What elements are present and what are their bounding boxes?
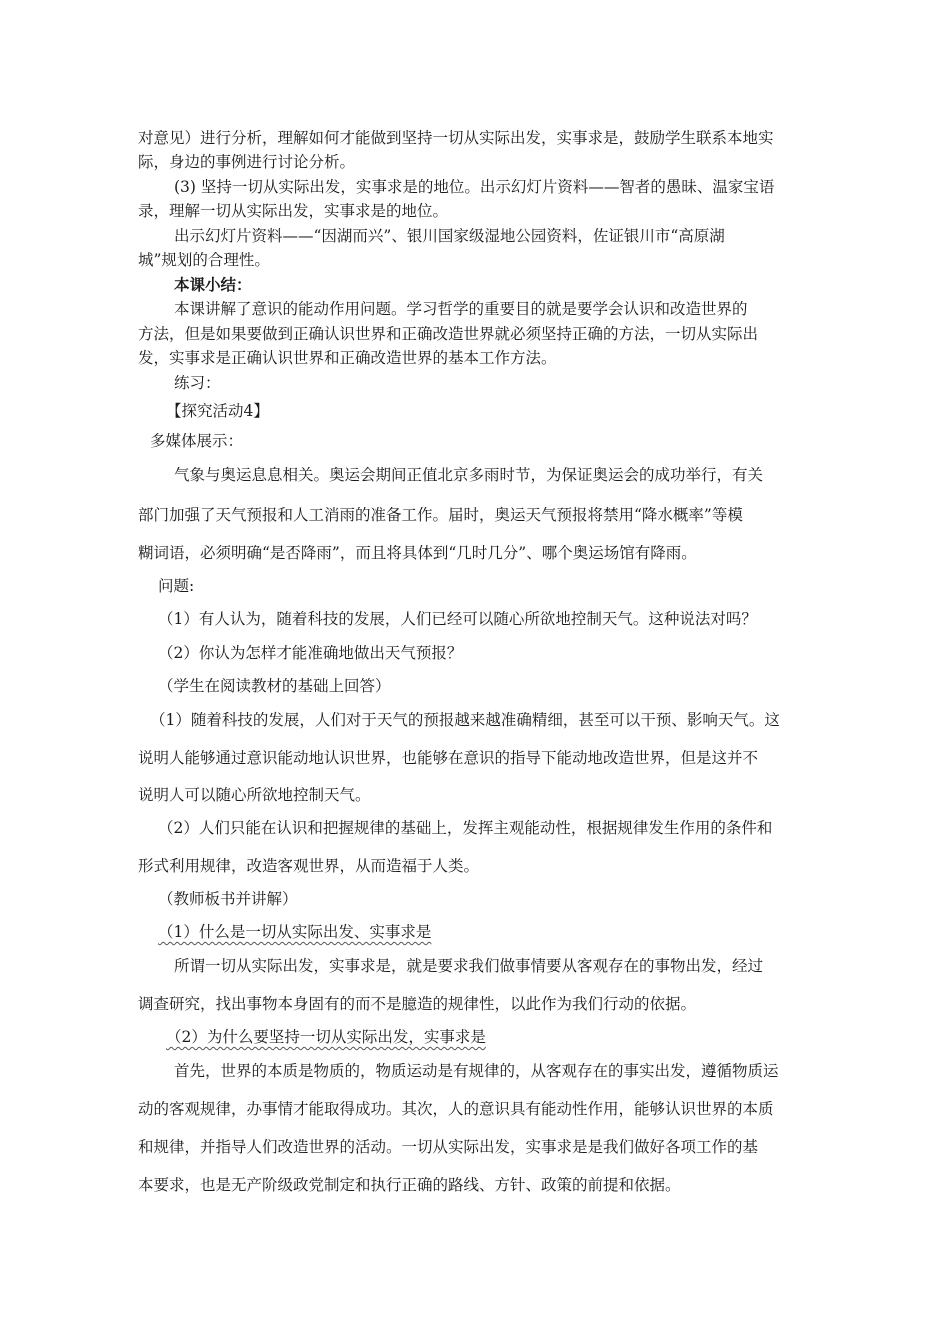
text-line: 际，身边的事例进行讨论分析。 <box>138 153 356 171</box>
text-line: （教师板书并讲解） <box>158 890 298 908</box>
text-line: 出示幻灯片资料——“因湖而兴”、银川国家级湿地公园资料，佐证银川市“高原湖 <box>174 227 725 245</box>
text-line: 录，理解一切从实际出发，实事求是的地位。 <box>138 202 449 220</box>
subheading-underlined: （2）为什么要坚持一切从实际出发，实事求是 <box>166 1028 486 1046</box>
text-line: 动的客观规律，办事情才能取得成功。其次，人的意识具有能动性作用，能够认识世界的本质 <box>138 1100 774 1118</box>
text-line: （2）你认为怎样才能准确地做出天气预报？ <box>158 644 463 662</box>
text-line: （2）人们只能在认识和把握规律的基础上，发挥主观能动性，根据规律发生作用的条件和 <box>158 819 773 837</box>
text-line: 说明人可以随心所欲地控制天气。 <box>138 786 371 804</box>
text-line: 气象与奥运息息相关。奥运会期间正值北京多雨时节，为保证奥运会的成功举行，有关 <box>174 466 764 484</box>
text-line: 城”规划的合理性。 <box>138 251 270 269</box>
text-line: 本要求，也是无产阶级政党制定和执行正确的路线、方针、政策的前提和依据。 <box>138 1176 681 1194</box>
text-line: 形式利用规律，改造客观世界，从而造福于人类。 <box>138 857 480 875</box>
text-line: （1）随着科技的发展，人们对于天气的预报越来越准确精细，甚至可以干预、影响天气。这 <box>150 711 780 729</box>
text-line: 练习： <box>174 374 221 392</box>
text-line: （1）有人认为，随着科技的发展，人们已经可以随心所欲地控制天气。这种说法对吗？ <box>158 610 757 628</box>
text-line: 【探究活动4】 <box>166 402 269 420</box>
text-line: 糊词语，必须明确“是否降雨”，而且将具体到“几时几分”、哪个奥运场馆有降雨。 <box>138 544 697 562</box>
subheading-underlined: （1）什么是一切从实际出发、实事求是 <box>158 923 432 941</box>
text-line: 首先，世界的本质是物质的，物质运动是有规律的，从客观存在的事实出发，遵循物质运 <box>174 1062 779 1080</box>
text-line: 本课讲解了意识的能动作用问题。学习哲学的重要目的就是要学会认识和改造世界的 <box>174 300 748 318</box>
text-line: （学生在阅读教材的基础上回答） <box>158 677 391 695</box>
text-line: 说明人能够通过意识能动地认识世界，也能够在意识的指导下能动地改造世界，但是这并不 <box>138 749 759 767</box>
text-line: 多媒体展示： <box>150 432 244 450</box>
text-line: 调查研究，找出事物本身固有的而不是臆造的规律性，以此作为我们行动的依据。 <box>138 995 697 1013</box>
text-line: (3) 坚持一切从实际出发，实事求是的地位。出示幻灯片资料——智者的愚昧、温家宝语 <box>174 178 775 196</box>
text-line: 问题: <box>158 577 195 595</box>
text-line: 和规律，并指导人们改造世界的活动。一切从实际出发，实事求是是我们做好各项工作的基 <box>138 1138 759 1156</box>
text-line: 发，实事求是正确认识世界和正确改造世界的基本工作方法。 <box>138 349 557 367</box>
text-line: 所谓一切从实际出发，实事求是，就是要求我们做事情要从客观存在的事物出发，经过 <box>174 957 764 975</box>
text-line: 方法，但是如果要做到正确认识世界和正确改造世界就必须坚持正确的方法，一切从实际出 <box>138 325 759 343</box>
section-heading: 本课小结： <box>174 275 252 294</box>
text-line: 对意见）进行分析，理解如何才能做到坚持一切从实际出发，实事求是，鼓励学生联系本地实 <box>138 129 774 147</box>
text-line: 部门加强了天气预报和人工消雨的准备工作。届时，奥运天气预报将禁用“降水概率”等模 <box>138 506 743 524</box>
